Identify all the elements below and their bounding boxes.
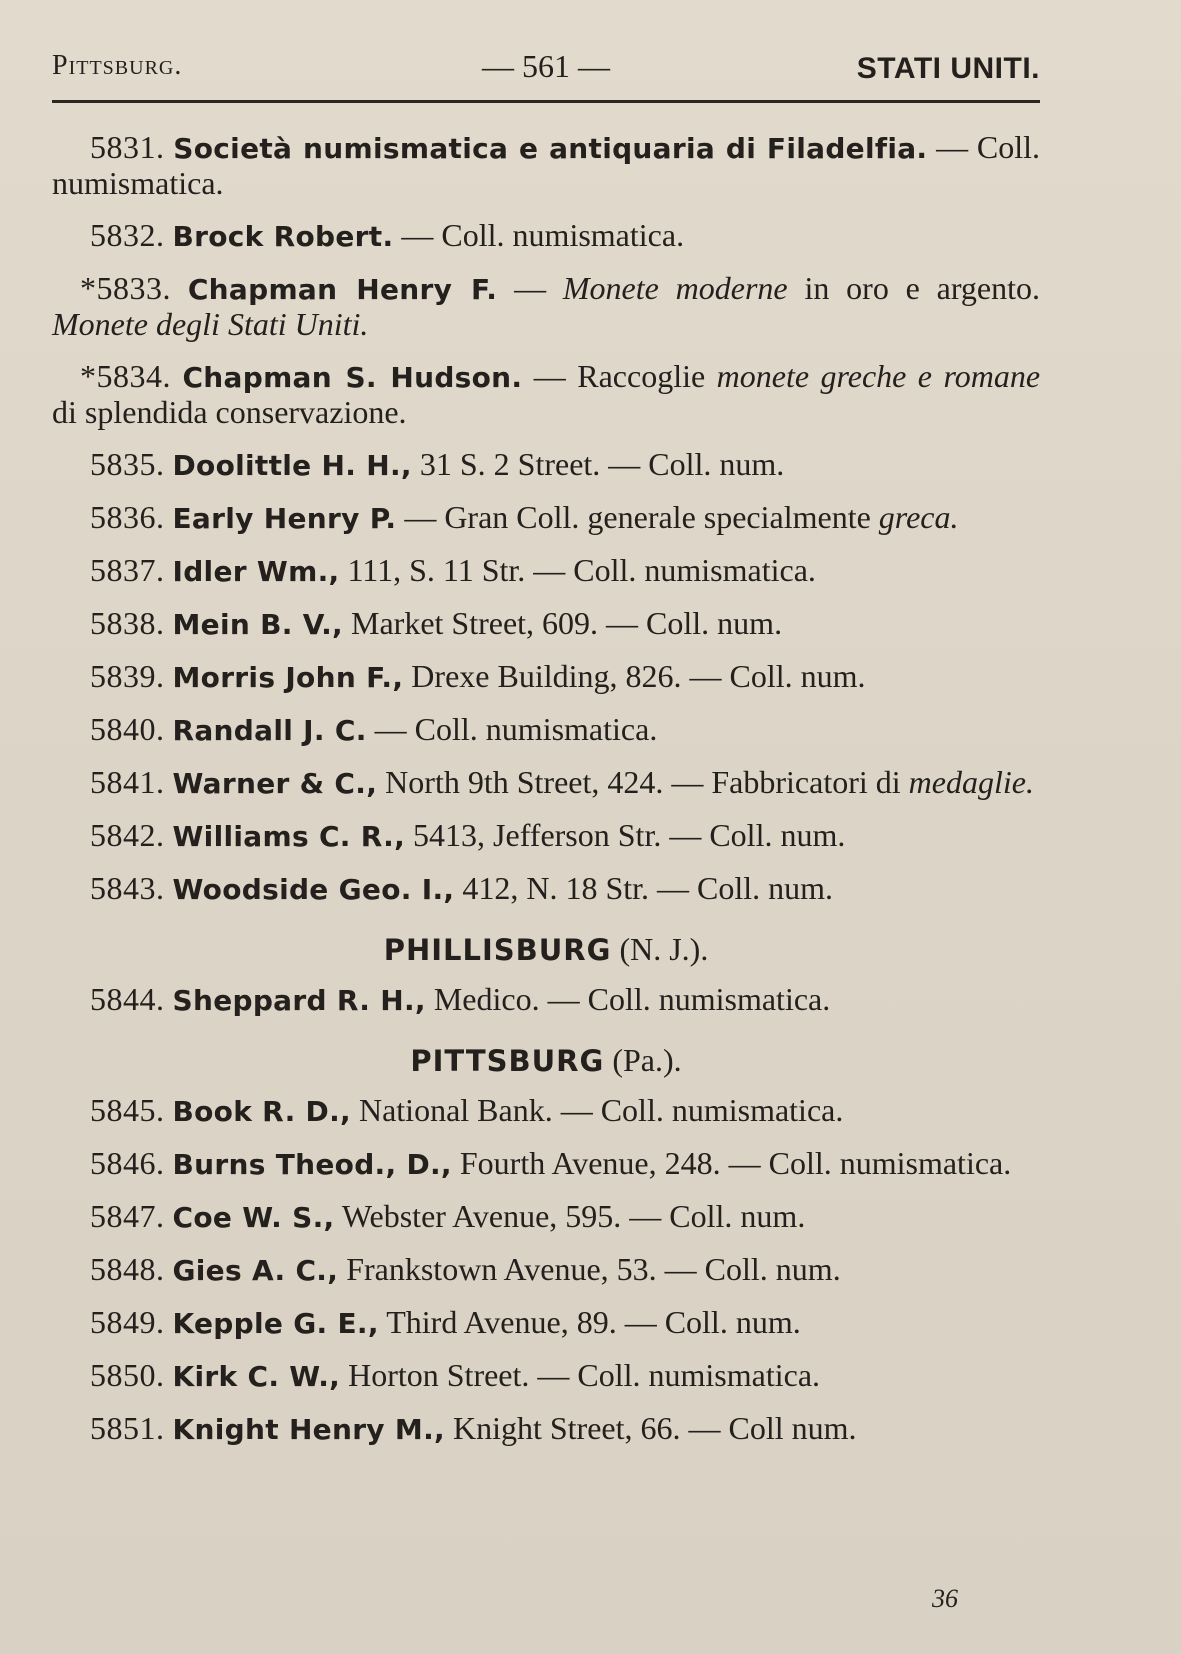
- entry-5841: 5841. Warner & C., North 9th Street, 424. — Fabbricatori di medaglie.: [90, 764, 1034, 800]
- entry-5839: 5839. Morris John F., Drexe Building, 826. — Coll. num.: [90, 658, 866, 694]
- header-rule: [52, 100, 1040, 103]
- section-heading-pittsburg: PITTSBURG (Pa.).: [410, 1042, 682, 1078]
- entry-5842: 5842. Williams C. R., 5413, Jefferson Str. — Coll. num.: [90, 817, 846, 853]
- entry-5840: 5840. Randall J. C. — Coll. numismatica.: [90, 711, 658, 747]
- entry-5847: 5847. Coe W. S., Webster Avenue, 595. — Coll. num.: [90, 1198, 806, 1234]
- entry-5843: 5843. Woodside Geo. I., 412, N. 18 Str. — Coll. num.: [90, 870, 834, 906]
- running-head-city: Pittsburg.: [52, 50, 183, 81]
- entry-5850: 5850. Kirk C. W., Horton Street. — Coll. numismatica.: [90, 1357, 821, 1393]
- entry-5849: 5849. Kepple G. E., Third Avenue, 89. — Coll. num.: [90, 1304, 801, 1340]
- entry-5833: *5833. Chapman Henry F. — Monete moderne in oro e argento. Monete degli Stati Uniti.: [52, 270, 1041, 342]
- entry-5835: 5835. Doolittle H. H., 31 S. 2 Street. — Coll. num.: [90, 446, 785, 482]
- entry-5848: 5848. Gies A. C., Frankstown Avenue, 53. — Coll. num.: [90, 1251, 841, 1287]
- running-head-country: STATI UNITI.: [856, 52, 1040, 85]
- entry-5844: 5844. Sheppard R. H., Medico. — Coll. numismatica.: [90, 981, 831, 1017]
- page-header: [52, 48, 1040, 88]
- entry-5838: 5838. Mein B. V., Market Street, 609. — Coll. num.: [90, 605, 783, 641]
- section-heading-phillisburg: PHILLISBURG (N. J.).: [383, 931, 709, 967]
- directory-listing: [52, 130, 1040, 1464]
- signature-mark: 36: [932, 1584, 958, 1613]
- entry-5837: 5837. Idler Wm., 111, S. 11 Str. — Coll. numismatica.: [90, 552, 816, 588]
- entry-5836: 5836. Early Henry P. — Gran Coll. generale specialmente greca.: [90, 499, 959, 535]
- page-number: — 561 —: [482, 48, 610, 84]
- entry-5834: *5834. Chapman S. Hudson. — Raccoglie monete greche e romane di splendida conservazione.: [52, 358, 1041, 430]
- entry-5851: 5851. Knight Henry M., Knight Street, 66. — Coll num.: [90, 1410, 857, 1446]
- entry-5832: 5832. Brock Robert. — Coll. numismatica.: [90, 217, 685, 253]
- entry-5846: 5846. Burns Theod., D., Fourth Avenue, 248. — Coll. numismatica.: [90, 1145, 1012, 1181]
- entry-5845: 5845. Book R. D., National Bank. — Coll. numismatica.: [90, 1092, 844, 1128]
- entry-5831: 5831. Società numismatica e antiquaria di Filadelfia. — Coll. numismatica.: [52, 129, 1041, 201]
